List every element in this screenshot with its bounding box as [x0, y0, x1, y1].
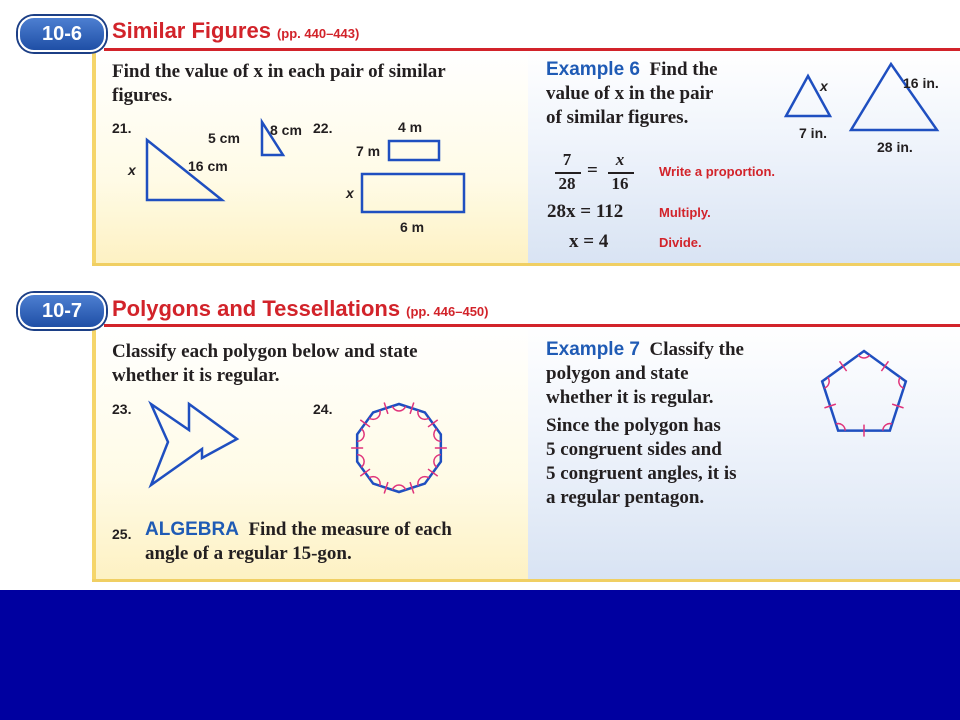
problem-22-var: x [346, 185, 354, 201]
problem-25-text: ALGEBRA Find the measure of each angle of a regular 15-gon. [145, 519, 452, 564]
example-6-small-side: 7 in. [799, 125, 828, 141]
section-title-10-7: Polygons and Tessellations (pp. 446–450) [112, 296, 489, 321]
problem-21-var: x [128, 162, 136, 178]
problem-22-small-height: 7 m [356, 143, 381, 159]
step2-note: Multiply. [659, 205, 711, 220]
problem-24-number: 24. [313, 401, 333, 417]
problem-22-number: 22. [313, 120, 333, 136]
problem-25-number: 25. [112, 526, 132, 542]
example-6-large-base: 28 in. [877, 139, 913, 155]
problem-21-small-side: 5 cm [208, 130, 240, 146]
example-6-label: Example 6 [546, 59, 640, 80]
step1-den-left: 28 [558, 174, 576, 193]
problem-21-small-other: 8 cm [270, 122, 302, 138]
step3-note: Divide. [659, 235, 702, 250]
example-7-label: Example 7 [546, 339, 640, 360]
step1-num-right: x [615, 150, 625, 169]
section-pages-10-6: (pp. 440–443) [276, 26, 360, 41]
example-6-small-var: x [820, 78, 828, 94]
section-badge-10-7: 10-7 [18, 293, 106, 329]
problem-21-large-side: 16 cm [188, 158, 228, 174]
step2-eq: 28x = 112 [547, 201, 624, 222]
problem-21-number: 21. [112, 120, 132, 136]
section-badge-10-6: 10-6 [18, 16, 106, 52]
step3-eq: x = 4 [569, 231, 609, 252]
problem-22-small-width: 4 m [398, 119, 423, 135]
step1-note: Write a proportion. [659, 164, 776, 179]
prompt-10-6: Find the value of x in each pair of similar figures. [112, 61, 446, 106]
section-title-10-6: Similar Figures (pp. 440–443) [112, 18, 360, 43]
algebra-tag: ALGEBRA [145, 519, 239, 540]
example-6-large-side: 16 in. [903, 75, 939, 91]
example-6-text: Example 6 Find the value of x in the pair of similar figures. [546, 59, 718, 128]
step1-eq: = [587, 160, 598, 181]
step1-den-right: 16 [611, 174, 629, 193]
problem-22-large-width: 6 m [400, 219, 425, 235]
step1-num-left: 7 [562, 150, 572, 169]
example-7-text: Example 7 Classify the polygon and state whether it is regular. Since the polygon has 5 congruent sides and 5 congruent angles, it is a regular pentagon. [546, 339, 744, 508]
footer-band [0, 590, 960, 720]
problem-23-number: 23. [112, 401, 132, 417]
prompt-10-7: Classify each polygon below and state whether it is regular. [112, 341, 418, 386]
section-pages-10-7: (pp. 446–450) [406, 304, 489, 319]
